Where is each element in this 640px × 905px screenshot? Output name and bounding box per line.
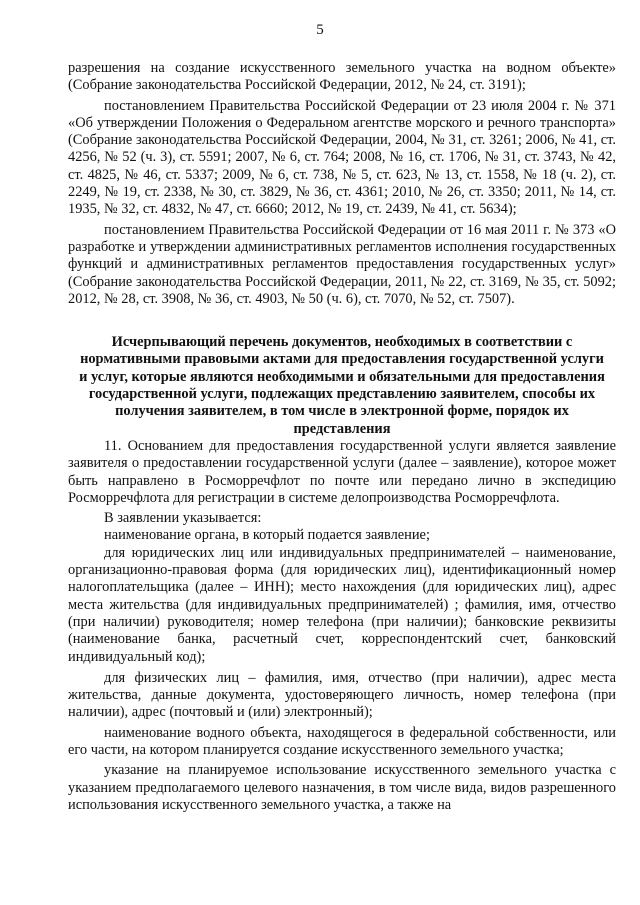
paragraph-planned-use: указание на планируемое использование искусственного земельного участка с указанием предполагаемого целевого назначения, в том числе вида, видов разрешенного использования искусственного земельного участка, а также на	[68, 762, 616, 813]
page-number: 5	[316, 22, 324, 38]
paragraph-water-body: наименование водного объекта, находящегося в федеральной собственности, или его части, на котором планируется создание искусственного земельного участка;	[68, 724, 616, 758]
document-body	[68, 60, 616, 814]
section-heading: Исчерпывающий перечень документов, необходимых в соответствии с нормативными правовыми актами для предоставления государственной услуги и услуг, которые являются необходимыми и обязательными для предоставления государственной услуги, подлежащих представлению заявителем, способы их получения заявителем, в том числе в электронной форме, порядок их представления	[79, 334, 605, 437]
paragraph-legal-entities: для юридических лиц или индивидуальных предпринимателей – наименование, организационно-правовая форма (для юридических лиц), идентификационный номер налогоплательщика (далее – ИНН); место нахождения (для юридических лиц), адрес места жительства (для индивидуальных предпринимателей) ; фамилия, имя, отчество (при наличии) руководителя; номер телефона (при наличии); банковские реквизиты (наименование банка, расчетный счет, корреспондентский счет, банковский индивидуальный код);	[68, 544, 616, 665]
paragraph-continuation: разрешения на создание искусственного земельного участка на водном объекте» (Собрание законодательства Российской Федерации, 2012, № 24, ст. 3191);	[68, 60, 616, 94]
paragraph-item-11: 11. Основанием для предоставления государственной услуги является заявление заявителя о предоставлении государственной услуги (далее – заявление), которое может быть направлено в Росморречфлот по почте или передано лично в экспедицию Росморречфлота для регистрации в системе делопроизводства Росморречфлота.	[68, 437, 616, 506]
paragraph-authority-name: наименование органа, в который подается заявление;	[104, 527, 430, 544]
paragraph-resolution-371: постановлением Правительства Российской Федерации от 23 июля 2004 г. № 371 «Об утверждении Положения о Федеральном агентстве морского и речного транспорта» (Собрание законодательства Российской Федерации, 2004, № 31, ст. 3261; 2006, № 41, ст. 4256, № 52 (ч. 3), ст. 5591; 2007, № 6, ст. 764; 2008, № 16, ст. 1706, № 31, ст. 3743, № 42, ст. 4825, № 46, ст. 5337; 2009, № 6, ст. 738, № 5, ст. 623, № 13, ст. 1558, № 18 (ч. 2), ст. 2249, № 19, ст. 2338, № 30, ст. 3829, № 36, ст. 4361; 2010, № 26, ст. 3350; 2011, № 14, ст. 1935, № 32, ст. 4832, № 47, ст. 6660; 2012, № 19, ст. 2439, № 41, ст. 5634);	[68, 97, 616, 218]
paragraph-individuals: для физических лиц – фамилия, имя, отчество (при наличии), адрес места жительства, данные документа, удостоверяющего личность, номер телефона (при наличии), адрес (почтовый и (или) электронный);	[68, 669, 616, 721]
paragraph-application-contents: В заявлении указывается:	[104, 510, 262, 527]
paragraph-resolution-373: постановлением Правительства Российской Федерации от 16 мая 2011 г. № 373 «О разработке и утверждении административных регламентов исполнения государственных функций и административных регламентов предоставления государственных услуг» (Собрание законодательства Российской Федерации, 2011, № 22, ст. 3169, № 35, ст. 5092; 2012, № 28, ст. 3908, № 36, ст. 4903, № 50 (ч. 6), ст. 7070, № 52, ст. 7507).	[68, 221, 616, 307]
